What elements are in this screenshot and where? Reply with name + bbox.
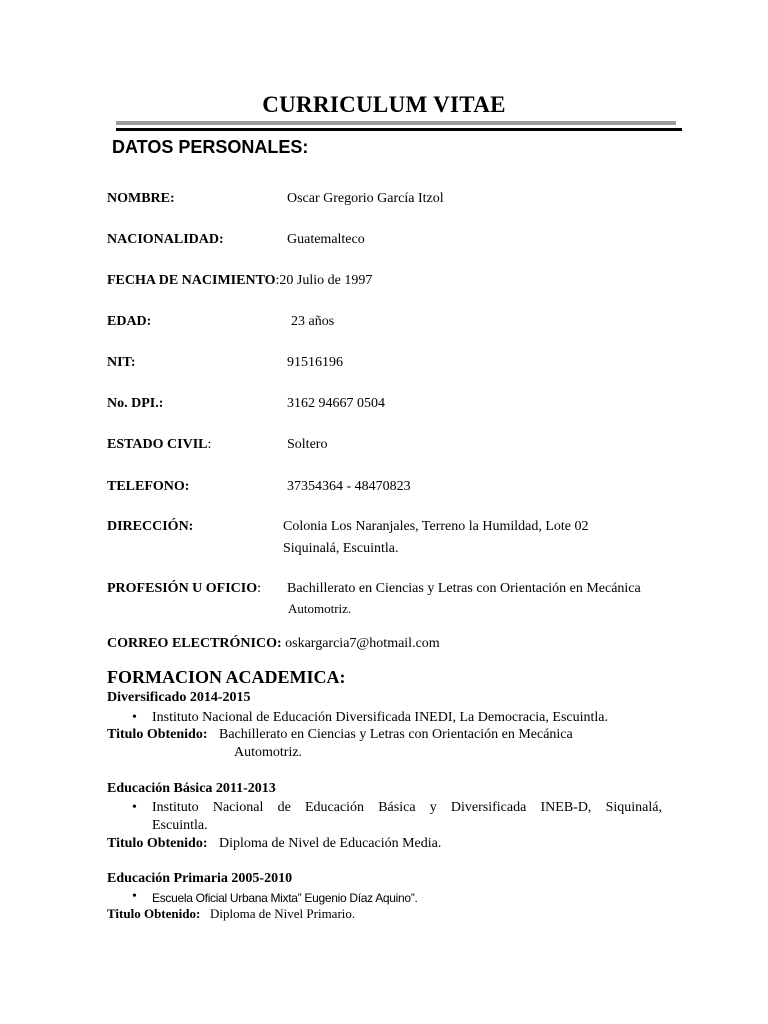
field-value-nit: 91516196 — [287, 355, 343, 370]
field-label-correo: CORREO ELECTRÓNICO: — [107, 636, 282, 651]
field-fecha-nacimiento — [107, 273, 372, 289]
field-value-fecha: :20 Julio de 1997 — [275, 273, 373, 288]
titulo-obtenido-value: Diploma de Nivel Primario. — [210, 906, 356, 921]
field-estado-civil-label-wrap — [107, 437, 211, 453]
field-value-direccion-line2: Siquinalá, Escuintla. — [283, 541, 399, 556]
titulo-obtenido-label: Titulo Obtenido: — [107, 906, 201, 921]
titulo-obtenido-label: Titulo Obtenido: — [107, 836, 208, 851]
titulo-obtenido-label: Titulo Obtenido: — [107, 727, 208, 742]
bullet-icon: • — [132, 800, 137, 815]
title-rule-black — [116, 128, 682, 131]
field-label-edad: EDAD: — [107, 314, 152, 329]
field-value-nacionalidad: Guatemalteco — [287, 232, 365, 247]
titulo-obtenido-value: Bachillerato en Ciencias y Letras con Orientación en Mecánica — [219, 727, 573, 742]
bullet-icon: • — [132, 710, 137, 725]
field-value-edad: 23 años — [291, 314, 335, 329]
field-label-telefono: TELEFONO: — [107, 479, 190, 494]
formacion-institution: Escuela Oficial Urbana Mixta” Eugenio Díaz Aquino”. — [152, 891, 418, 905]
formacion-institution-line2: Escuintla. — [152, 818, 208, 833]
titulo-obtenido-value-line2: Automotriz. — [234, 745, 303, 760]
field-label-dpi: No. DPI.: — [107, 396, 164, 411]
field-value-nombre: Oscar Gregorio García Itzol — [287, 191, 444, 206]
field-profesion-label-wrap — [107, 581, 261, 597]
field-label-profesion: PROFESIÓN U OFICIO — [107, 581, 258, 596]
formacion-block-heading: Educación Primaria 2005-2010 — [107, 871, 293, 886]
field-value-direccion: Colonia Los Naranjales, Terreno la Humildad, Lote 02 — [283, 519, 589, 534]
formacion-institution: Instituto Nacional de Educación Básica y Diversificada INEB-D, Siquinalá, — [152, 800, 662, 815]
field-label-nit: NIT: — [107, 355, 136, 370]
document-title: CURRICULUM VITAE — [262, 92, 506, 117]
personal-heading: DATOS PERSONALES: — [112, 137, 309, 157]
field-value-telefono: 37354364 - 48470823 — [287, 479, 411, 494]
field-label-nacionalidad: NACIONALIDAD: — [107, 232, 224, 247]
field-value-profesion: Bachillerato en Ciencias y Letras con Orientación en Mecánica — [287, 581, 641, 596]
field-label-estado-civil: ESTADO CIVIL — [107, 437, 208, 452]
bullet-icon: • — [132, 889, 137, 904]
field-value-profesion-line2: Automotriz. — [288, 601, 352, 616]
field-label-nombre: NOMBRE: — [107, 191, 175, 206]
formacion-block-heading: Educación Básica 2011-2013 — [107, 781, 276, 796]
field-value-correo: oskargarcia7@hotmail.com — [285, 636, 440, 651]
field-suffix-profesion: : — [257, 581, 262, 596]
formacion-institution: Instituto Nacional de Educación Diversificada INEDI, La Democracia, Escuintla. — [152, 710, 608, 725]
field-label-direccion: DIRECCIÓN: — [107, 519, 194, 534]
field-suffix-estado-civil: : — [207, 437, 212, 452]
field-value-estado-civil: Soltero — [287, 437, 328, 452]
field-label-fecha: FECHA DE NACIMIENTO — [107, 273, 276, 288]
title-rule-gray — [116, 121, 676, 125]
titulo-obtenido-value: Diploma de Nivel de Educación Media. — [219, 836, 442, 851]
formacion-block-heading: Diversificado 2014-2015 — [107, 690, 251, 705]
field-correo — [107, 636, 440, 652]
formacion-heading: FORMACION ACADEMICA: — [107, 667, 346, 687]
field-value-dpi: 3162 94667 0504 — [287, 396, 385, 411]
